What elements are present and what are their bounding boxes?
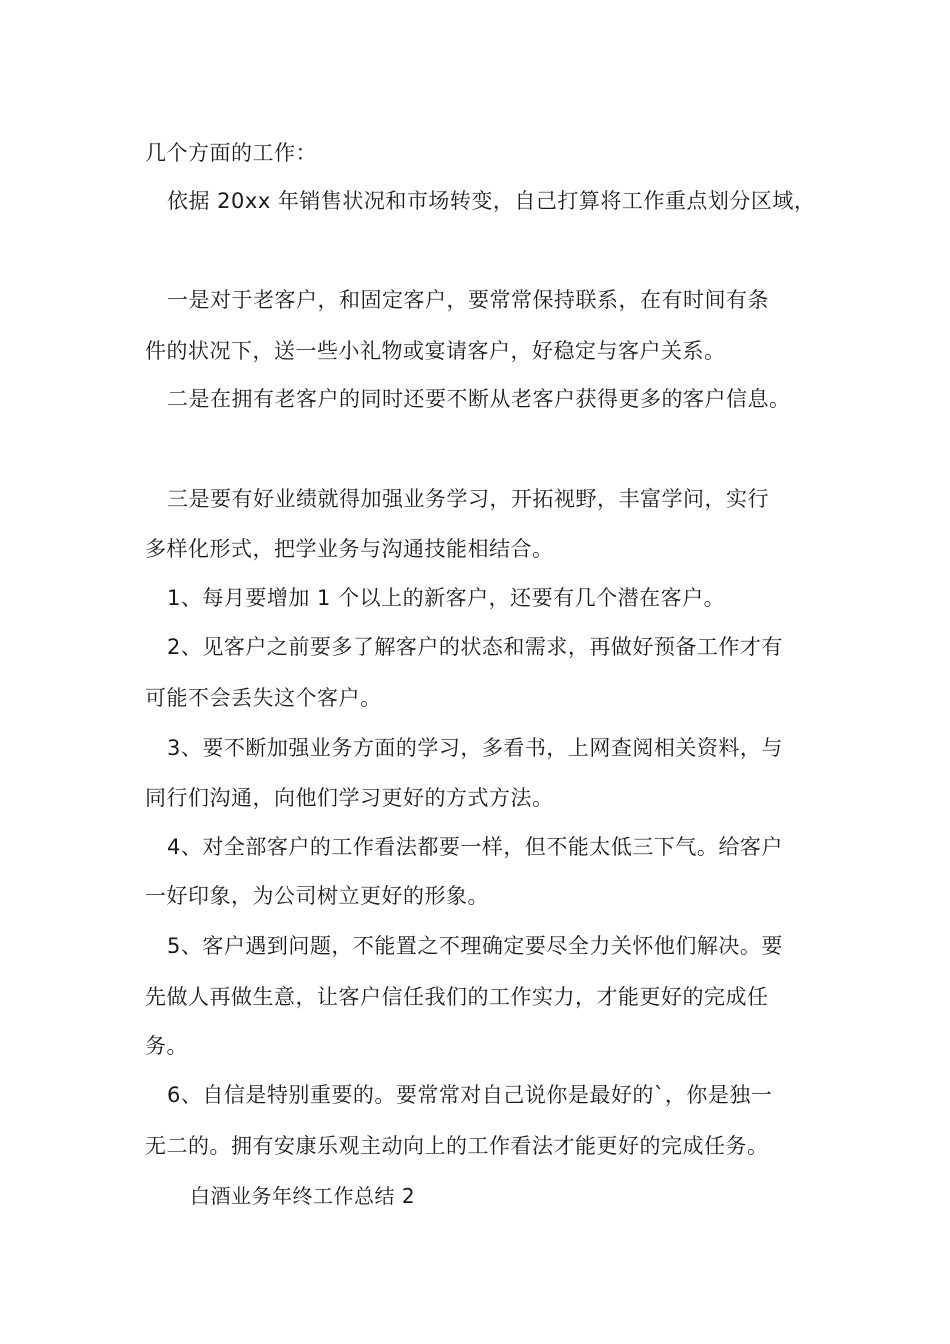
list-item-line: 务。 (145, 1034, 188, 1058)
paragraph-line: 三是要有好业绩就得加强业务学习，开拓视野，丰富学问，实行 (167, 487, 769, 511)
list-item-line: 4、对全部客户的工作看法都要一样，但不能太低三下气。给客户 (167, 835, 783, 859)
paragraph-line: 多样化形式，把学业务与沟通技能相结合。 (145, 537, 554, 561)
list-item-line: 同行们沟通，向他们学习更好的方式方法。 (145, 786, 554, 810)
paragraph-line: 一是对于老客户，和固定客户，要常常保持联系，在有时间有条 (167, 288, 769, 312)
list-item-line: 先做人再做生意，让客户信任我们的工作实力，才能更好的完成任 (145, 985, 769, 1009)
paragraph-line: 几个方面的工作： (145, 141, 317, 165)
list-item-line: 可能不会丢失这个客户。 (145, 686, 382, 710)
paragraph-line: 二是在拥有老客户的同时还要不断从老客户获得更多的客户信息。 (167, 387, 791, 411)
section-title: 白酒业务年终工作总结 2 (190, 1184, 416, 1208)
list-item-line: 1、每月要增加 1 个以上的新客户，还要有几个潜在客户。 (167, 586, 726, 610)
paragraph-line: 件的状况下，送一些小礼物或宴请客户，好稳定与客户关系。 (145, 339, 726, 363)
list-item-line: 一好印象，为公司树立更好的形象。 (145, 884, 489, 908)
paragraph-line: 依据 20xx 年销售状况和市场转变，自己打算将工作重点划分区域， (167, 189, 816, 213)
list-item-line: 3、要不断加强业务方面的学习，多看书，上网查阅相关资料，与 (167, 736, 783, 760)
list-item-line: 5、客户遇到问题，不能置之不理确定要尽全力关怀他们解决。要 (167, 934, 783, 958)
list-item-line: 无二的。拥有安康乐观主动向上的工作看法才能更好的完成任务。 (145, 1134, 769, 1158)
list-item-line: 6、自信是特别重要的。要常常对自己说你是最好的`，你是独一 (167, 1083, 773, 1107)
list-item-line: 2、见客户之前要多了解客户的状态和需求，再做好预备工作才有 (167, 635, 783, 659)
